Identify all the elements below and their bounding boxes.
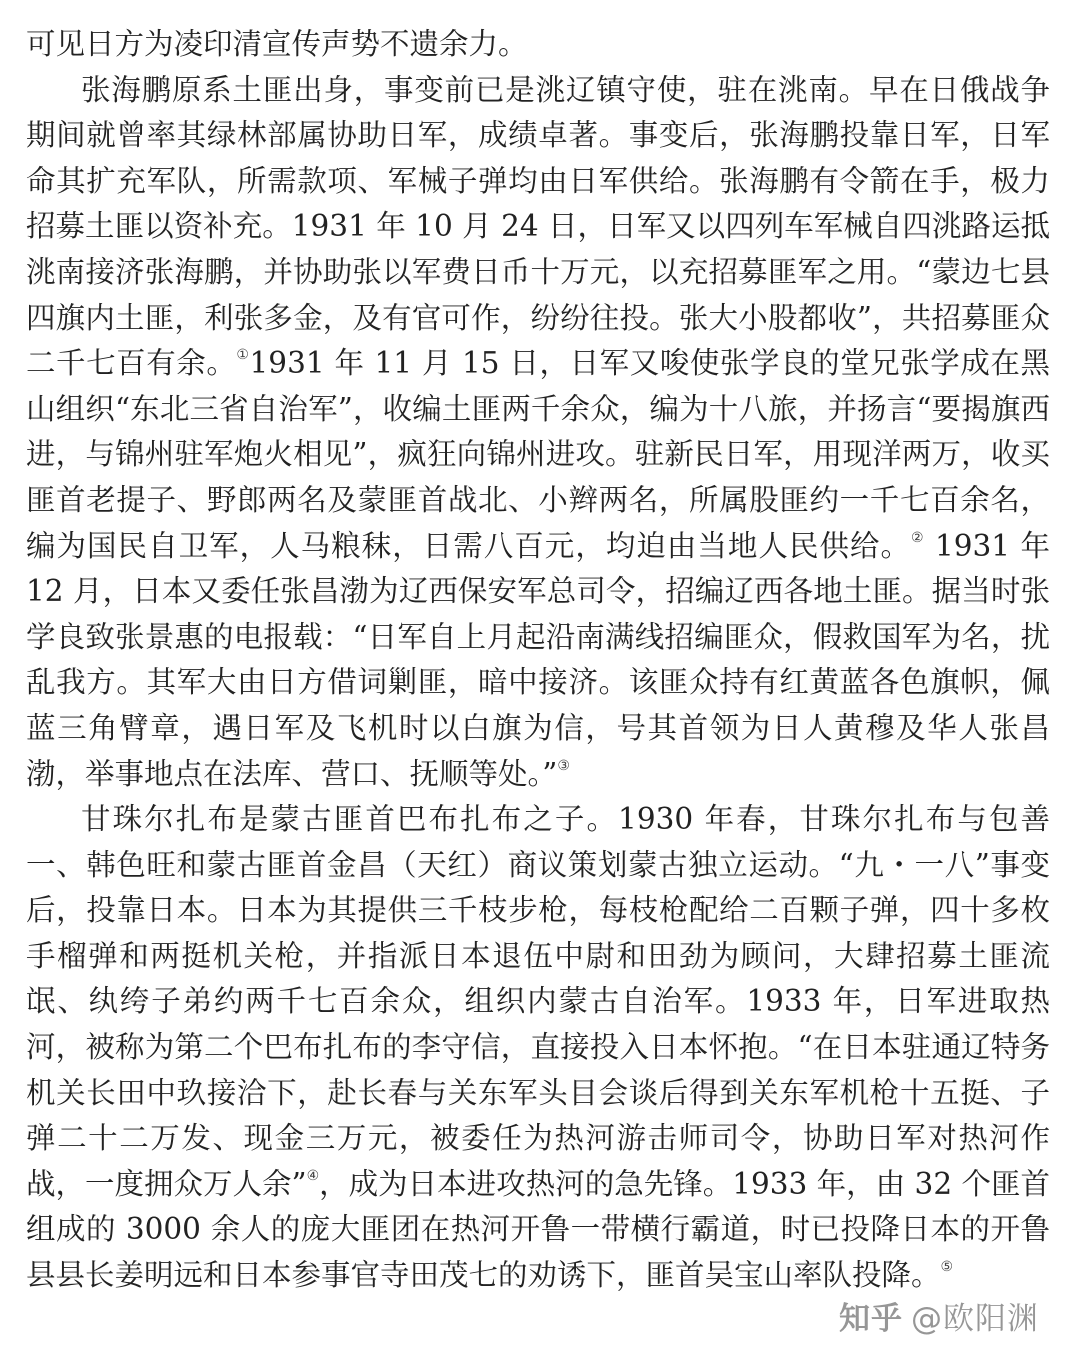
watermark-brand: 知乎 [839, 1301, 903, 1337]
footnote-marker: ④ [306, 1167, 320, 1184]
watermark-author: @欧阳渊 [911, 1301, 1039, 1337]
footnote-marker: ② [911, 529, 925, 546]
footnote-marker: ③ [557, 757, 570, 774]
paragraph-text: 1931 年 11 月 15 日，日军又唆使张学良的堂兄张学成在黑山组织“东北三省自治军”，收编土匪两千余众，编为十八旅，并扬言“要揭旗西进，与锦州驻军炮火相见”，疯狂向锦州进攻。驻新民日军，用现洋两万，收买匪首老提子、野郎两名及蒙匪首战北、小辫两名，所属股匪约一千七百余名，编为国民自卫军，人马粮秣，日需八百元，均迫由当地人民供给。 [26, 346, 1050, 563]
footnote-marker: ① [236, 347, 250, 364]
paragraph-3 [26, 797, 1050, 1299]
paragraph-text: 可见日方为凌印清宣传声势不遗余力。 [26, 27, 528, 61]
zhihu-watermark [839, 1293, 1039, 1338]
paragraph-text: 甘珠尔扎布是蒙古匪首巴布扎布之子。1930 年春，甘珠尔扎布与包善一、韩色旺和蒙古匪首金昌（天红）商议策划蒙古独立运动。“九・一八”事变后，投靠日本。日本为其提供三千枝步枪，每枝枪配给二百颗子弹，四十多枚手榴弹和两挺机关枪，并指派日本退伍中尉和田劲为顾问，大肆招募土匪流氓、纨绔子弟约两千七百余众，组织内蒙古自治军。1933 年，日军进取热河，被称为第二个巴布扎布的李守信，直接投入日本怀抱。“在日本驻通辽特务机关长田中玖接洽下，赴长春与关东军头目会谈后得到关东军机枪十五挺、子弹二十二万发、现金三万元，被委任为热河游击师司令，协助日军对热河作战，一度拥众万人余” [26, 802, 1050, 1201]
paragraph-text: ，成为日本进攻热河的急先锋。1933 年，由 32 个匪首组成的 3000 余人的庞大匪团在热河开鲁一带横行霸道，时已投降日本的开鲁县县长姜明远和日本参事官寺田茂七的劝诱下，匪首吴宝山率队投降。 [26, 1166, 1050, 1293]
footnote-marker: ⑤ [940, 1259, 954, 1276]
paragraph-1 [26, 22, 1050, 68]
paragraph-text: 1931 年 12 月，日本又委任张昌渤为辽西保安军总司令，招编辽西各地土匪。据当时张学良致张景惠的电报载：“日军自上月起沿南满线招编匪众，假救国军为名，扰乱我方。其军大由日方借词剿匪，暗中接济。该匪众持有红黄蓝各色旗帜，佩蓝三角臂章，遇日军及飞机时以白旗为信，号其首领为日人黄穆及华人张昌渤，举事地点在法库、营口、抚顺等处。” [26, 528, 1050, 791]
paragraph-2 [26, 68, 1050, 798]
paragraph-text: 张海鹏原系土匪出身，事变前已是洮辽镇守使，驻在洮南。早在日俄战争期间就曾率其绿林部属协助日军，成绩卓著。事变后，张海鹏投靠日军，日军命其扩充军队，所需款项、军械子弹均由日军供给。张海鹏有令箭在手，极力招募土匪以资补充。1931 年 10 月 24 日，日军又以四列车军械自四洮路运抵洮南接济张海鹏，并协助张以军费日币十万元，以充招募匪军之用。“蒙边七县四旗内土匪，利张多金，及有官可作，纷纷往投。张大小股都收”，共招募匪众二千七百有余。 [26, 72, 1050, 381]
document-body [26, 22, 1050, 1299]
